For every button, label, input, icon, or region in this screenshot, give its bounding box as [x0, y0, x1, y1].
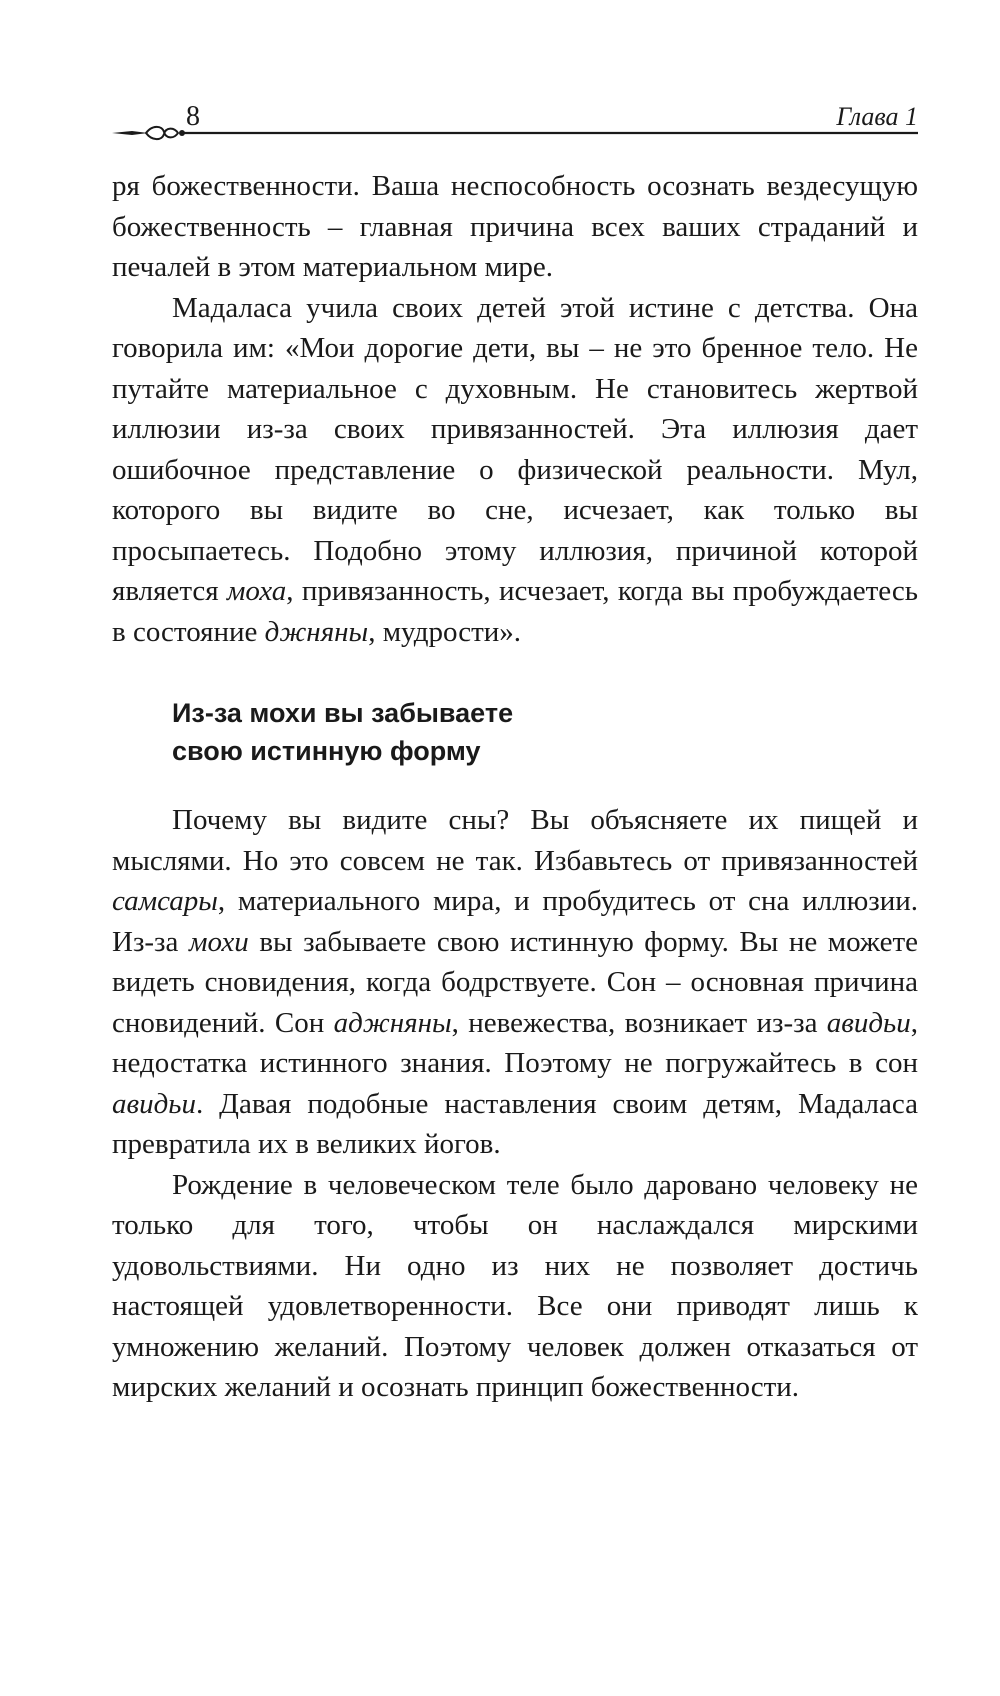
italic-term: авидьи — [112, 1087, 196, 1120]
text-run: . Давая подобные наставления своим детям, Мадаласа превратила их в великих йогов. — [112, 1087, 918, 1160]
text-run: вы забываете свою истинную форму. Вы не можете видеть сновидения, когда бодрствуете. Сон – основная причина сновидений. Сон — [112, 925, 918, 1039]
paragraph-4: Рождение в человеческом теле было даровано человеку не только для того, чтобы он наслаждался мирскими удовольствиями. Ни одно из них не позволяет достичь настоящей удовлетворенности. Все они приводят лишь к умножению желаний. Поэтому человек должен отказаться от мирских желаний и осознать принцип божественности. — [112, 1168, 918, 1403]
italic-term: мохи — [188, 925, 249, 958]
paragraph-2 — [112, 288, 918, 653]
text-run: , привязанность, исчезает, когда вы пробуждаетесь в состояние — [112, 575, 918, 648]
page-number: 8 — [186, 101, 200, 132]
running-head — [112, 96, 918, 146]
italic-term: авидьи — [826, 1006, 911, 1039]
section-heading-line-2: свою истинную форму — [172, 736, 481, 766]
italic-term: джняны — [264, 615, 369, 648]
section-heading — [172, 694, 692, 770]
text-run: Почему вы видите сны? Вы объясняете их пищей и мыслями. Но это совсем не так. Избавьтесь от привязанностей — [112, 804, 918, 877]
text-run: , невежества, возникает из-за — [451, 1006, 827, 1039]
text-run: , недостатка истинного знания. Поэтому не погружайтесь в сон — [112, 1006, 919, 1079]
section-heading-line-1: Из-за мохи вы забываете — [172, 698, 514, 728]
text-run: , мудрости». — [368, 615, 522, 648]
chapter-title: Глава 1 — [836, 102, 918, 131]
paragraph-3 — [112, 800, 918, 1165]
text-run: Мадаласа учила своих детей этой истине с детства. Она говорила им: «Мои дорогие дети, вы – не это бренное тело. Не путайте материальное с духовным. Не становитесь жертвой иллюзии из-за своих привязанностей. Эта иллюзия дает ошибочное представление о физической реальности. Мул, которого вы видите во сне, исчезает, как только вы просыпаетесь. Подобно этому иллюзия, причиной которой является — [112, 291, 918, 607]
ornament-rule-icon — [112, 122, 918, 144]
italic-term: аджняны — [333, 1006, 452, 1039]
italic-term: самсары — [112, 885, 218, 917]
body-text — [112, 166, 918, 1408]
text-run: , материального мира, и пробудитесь от сна иллюзии. Из-за — [112, 885, 918, 958]
paragraph-1: ря божественности. Ваша неспособность осознать вездесущую божественность – главная причина всех ваших страданий и печалей в этом материальном мире. — [112, 170, 918, 283]
italic-term: моха — [226, 575, 287, 607]
